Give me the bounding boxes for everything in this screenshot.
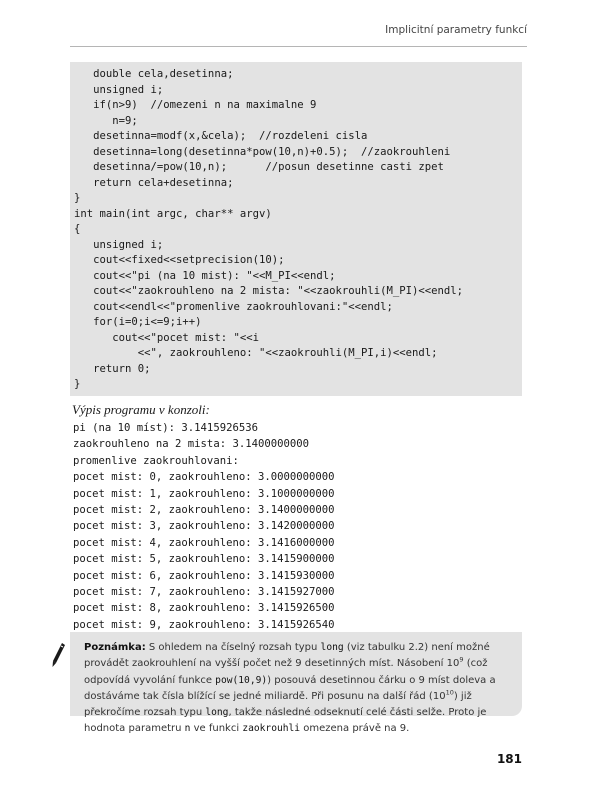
code-line: double cela,desetinna; [74,68,234,80]
note-text-8: omezena právě na 9. [300,723,410,735]
output-heading: Výpis programu v konzoli: [72,402,210,417]
code-line: for(i=0;i<=9;i++) [74,316,202,328]
note-text-4: ) posouvá desetinnou čárku o 9 míst doleva a dostáváme tak čísla blížící se jedné miliardě. Při posunu na další řád (10 [84,674,496,702]
code-line: unsigned i; [74,83,164,96]
output-line: pocet mist: 6, zaokrouhleno: 3.1415930000 [73,569,335,582]
output-line: promenlive zaokrouhlovani: [73,454,239,467]
note-superscript-2: 10 [445,688,454,697]
code-line: cout<<"pi (na 10 mist): "<<M_PI<<endl; [74,269,336,282]
output-line: pocet mist: 1, zaokrouhleno: 3.1000000000 [73,487,335,500]
code-line: desetinna=long(desetinna*pow(10,n)+0.5); //zaokrouhleni [74,145,451,158]
output-line: pocet mist: 0, zaokrouhleno: 3.0000000000 [73,471,335,484]
note-text-2: (viz tabulku 2.2) není možné provádět zaokrouhlení na vyšší počet než 9 desetinných míst. Násobení 10 [84,642,490,670]
output-line: pocet mist: 4, zaokrouhleno: 3.1416000000 [73,536,335,549]
note-text [84,640,514,738]
code-line: cout<<endl<<"promenlive zaokrouhlovani:"<<endl; [74,300,393,313]
output-line: pocet mist: 3, zaokrouhleno: 3.1420000000 [73,520,335,533]
code-line: { [74,223,81,235]
code-zaokrouhli: zaokrouhli [242,723,301,735]
note-text-1: S ohledem na číselný rozsah typu [145,642,321,653]
output-line: pocet mist: 9, zaokrouhleno: 3.1415926540 [73,618,335,631]
code-line: cout<<fixed<<setprecision(10); [74,254,285,266]
note-text-6: , takže následné odseknutí celé části selže. Proto je hodnota parametru [84,707,487,735]
code-pow: pow(10,9) [215,674,268,686]
header-divider [70,46,527,47]
code-line: if(n>9) //omezeni n na maximalne 9 [74,99,317,111]
note-label: Poznámka: [84,642,146,653]
code-long-1: long [320,642,344,653]
output-line: pocet mist: 2, zaokrouhleno: 3.1400000000 [73,504,335,516]
note-text-5: ) již překročíme rozsah typu [84,690,472,719]
code-line: return cela+desetinna; [74,176,234,189]
code-line: return 0; [74,362,151,375]
code-long-2: long [205,707,229,719]
note-superscript-1: 9 [459,655,464,664]
page-number: 181 [496,752,522,766]
code-listing [70,62,522,396]
code-line: } [74,192,81,204]
code-line: desetinna/=pow(10,n); //posun desetinne casti zpet [74,161,444,173]
code-n: n [184,723,191,735]
note-text-7: ve funkci [190,723,243,735]
code-line: int main(int argc, char** argv) [74,207,272,220]
output-line: zaokrouhleno na 2 mista: 3.1400000000 [73,438,309,451]
code-line: cout<<"zaokrouhleno na 2 mista: "<<zaokrouhli(M_PI)<<endl; [74,285,464,297]
output-line: pi (na 10 míst): 3.1415926536 [73,422,258,434]
code-line: unsigned i; [74,238,164,251]
code-line: desetinna=modf(x,&cela); //rozdeleni cisla [74,130,368,142]
running-header-title: Implicitní parametry funkcí [385,24,527,36]
output-line: pocet mist: 8, zaokrouhleno: 3.1415926500 [73,602,335,615]
code-line: <<", zaokrouhleno: "<<zaokrouhli(M_PI,i)<<endl; [74,347,438,359]
code-line: cout<<"pocet mist: "<<i [74,331,259,344]
note-text-3: (což odpovídá vyvolání funkce [84,658,488,686]
code-line: } [74,378,81,390]
output-line: pocet mist: 7, zaokrouhleno: 3.1415927000 [73,586,335,598]
pencil-icon [50,642,66,668]
code-line: n=9; [74,114,138,127]
output-line: pocet mist: 5, zaokrouhleno: 3.1415900000 [73,553,335,566]
